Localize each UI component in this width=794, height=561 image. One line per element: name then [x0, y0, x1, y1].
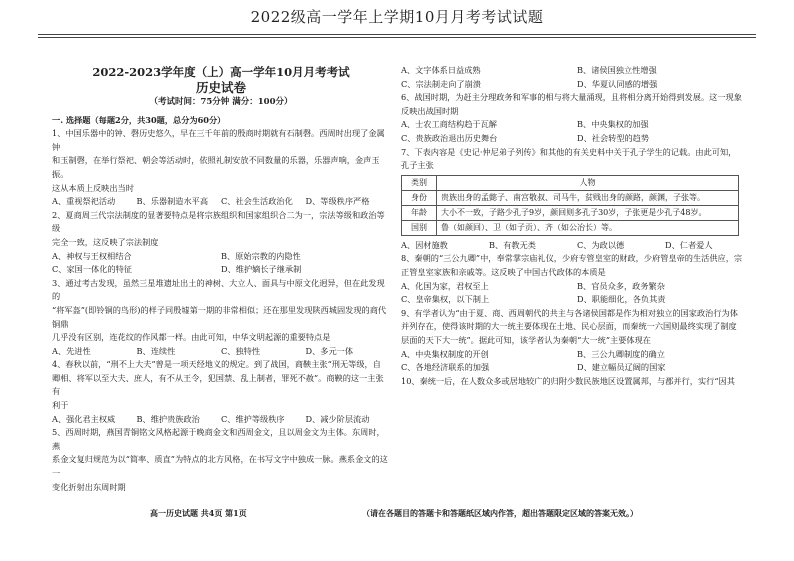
question-6: 6、战国时期，为赶主分理政务和军事的相与将大量涌现，且将相分离开始得到发展。这一现象 反映出战国时期: [401, 92, 742, 116]
table-cell: 鲁（如颜回）、卫（如子贡）、齐（如公冶长）等。: [437, 220, 739, 235]
option: B、乐器制造水平高: [136, 196, 209, 207]
option: B、中央集权的加强: [577, 119, 649, 130]
question-9-options: [401, 348, 753, 375]
option: A、士农工商结构趋于瓦解: [401, 119, 497, 130]
option: D、华夏认同感的增强: [577, 78, 658, 89]
table-header-cell: 类别: [402, 175, 437, 190]
option: A、先进性: [52, 345, 91, 356]
question-8-options: [401, 280, 753, 307]
option: B、诸侯国独立性增强: [577, 65, 657, 75]
student-info-table: [401, 175, 739, 236]
option: C、维护等级秩序: [221, 413, 285, 424]
option: D、减少阶层流动: [305, 413, 370, 424]
question-1-options: [52, 195, 390, 209]
table-cell: 大小不一致，子路少孔子9岁，颜回则多孔子30岁，子张更是少孔子48岁。: [437, 205, 739, 220]
option: D、建立幅员辽阔的国家: [577, 362, 666, 373]
question-6-options: [401, 118, 753, 145]
table-row: [402, 190, 739, 205]
option: D、等级秩序严格: [305, 196, 370, 207]
option: B、有教无类: [489, 239, 536, 250]
option: B、维护贵族政治: [136, 413, 200, 424]
option: A、化国为家，君权至上: [401, 280, 489, 291]
option: A、神权与王权相结合: [52, 250, 132, 261]
option: C、为政以德: [577, 239, 625, 250]
table-cell: 贵族出身的孟懿子、南宫敬叔、司马牛，贫贱出身的颜路，颜渊，子张等。: [437, 190, 739, 205]
question-7: 7、下表内容是《史记·仲尼弟子列传》和其他的有关史料中关于孔子学生的记载。由此可知， 孔子主张: [401, 146, 737, 171]
footer-notice: （请在各题目的答题卡和答题纸区域内作答，超出答题限定区域的答案无效。）: [362, 508, 638, 518]
option: D、社会转型的趋势: [577, 132, 650, 143]
table-cell: 国别: [402, 220, 437, 235]
question-9: 9、有学者认为“由于夏、商、西周朝代的共主与各诸侯国都是作为相对独立的国家政治行为体 并列存在，使得该时期的大一统主要体现在土地、民心层面，而秦统一六国则最终实现了制度 层面的天下大一统”。据此可知，该学者认为秦朝“大一统”主要体现在: [401, 307, 738, 345]
question-3-options: [52, 345, 390, 359]
question-8: 8、秦朝的“三公九卿”中，奉常掌宗庙礼仪，少府专管皇室的财政，少府管皇帝的生活供应，宗 正管皇室家族和亲戚等。这反映了中国古代政体的本质是: [401, 253, 743, 277]
option: C、独特性: [221, 345, 261, 356]
option: D、多元一体: [305, 345, 354, 356]
option: B、三公九卿制度的确立: [577, 348, 665, 359]
option: B、连续性: [136, 345, 176, 356]
question-7-options: [401, 239, 753, 253]
question-4: 4、春秋以前，“刑不上大夫”曾是一项天经地义的规定。到了战国，商鞅主张“刑无等级，自 卿相、将军以至大夫、庶人，有不从王令，犯国禁、乱上制者，罪死不赦”。商鞅的这一主张有 利于: [52, 359, 384, 411]
option: D、维护嫡长子继承制: [221, 264, 302, 275]
exam-info: （考试时间：75分钟 满分：100分）: [149, 97, 293, 107]
question-5: 5、西周时期，燕国青铜铭文风格起源于晚商金文和西周金文，且以周金文为主体。东周时，燕 系金文复归规范为以“简率、质直”为特点的北方风格，在书写文字中独成一脉。燕系金文的这一 变化折射出东周时期: [52, 427, 388, 492]
table-cell: 身份: [402, 190, 437, 205]
option: C、皇帝集权，以下制上: [401, 294, 490, 305]
header-rule-2: [38, 37, 756, 38]
option: A、中央集权制度的开创: [401, 348, 489, 359]
page-header: 2022级高一学年上学期10月月考考试试题: [250, 8, 544, 26]
header-rule: [38, 34, 756, 35]
option: A、重视祭祀活动: [52, 196, 116, 207]
option: B、官员众多，政务繁杂: [577, 280, 665, 291]
table-row: [402, 220, 739, 235]
question-1: 1、中国乐器中的钟、磬历史悠久，早在三千年前的殷商时期就有石制磬。西周时出现了金属钟 和玉制磬，在举行祭祀、朝会等活动时，依照礼制安放不同数量的乐器，乐器声响，金声玉振。 这从本质上反映出当时: [52, 128, 385, 193]
option: C、各地经济联系的加强: [401, 362, 490, 373]
left-column: [52, 64, 390, 494]
question-2: 2、夏商周三代宗法制度的显著要特点是将宗族组织和国家组织合二为一，宗法等级和政治等级 完全一致，这反映了宗法制度: [52, 209, 385, 247]
table-header-row: [402, 175, 739, 190]
question-5-options: [401, 64, 753, 91]
table-row: [402, 205, 739, 220]
footer-page-info: 高一历史试题 共4页 第1页: [150, 508, 247, 518]
exam-title: 2022-2023学年度（上）高一学年10月月考考试: [92, 65, 350, 79]
option: A、因材施教: [401, 239, 448, 250]
option: B、原始宗教的内隐性: [221, 250, 301, 261]
section-heading: 一. 选择题（每题2分，共30题，总分为60分）: [52, 114, 226, 125]
question-3: 3、通过考古发现，虽然三星堆遗址出土的神树、大立人、面具与中原文化迥异，但在此发现的 “将军盔”(即铃铜的鸟形)的样子同殷墟第一期的非常相似；还在那里发现陕西城固发现的商代铜鼎 几乎没有区别，连花纹的作风都一样。由此可知，中华文明起源的重要特点是: [52, 277, 387, 343]
option: C、社会生活政治化: [221, 196, 293, 207]
option: C、宗法制走向了崩溃: [401, 78, 481, 89]
table-cell: 年龄: [402, 205, 437, 220]
option: D、仁者爱人: [665, 239, 713, 250]
table-header-cell: 人物: [437, 175, 739, 190]
exam-subject: 历史试卷: [195, 80, 246, 95]
right-column: [401, 64, 753, 388]
option: D、职能细化，各负其责: [577, 294, 666, 305]
question-2-options: [52, 250, 390, 277]
question-4-options: [52, 413, 390, 427]
option: C、家国一体化的特征: [52, 264, 132, 275]
option: C、贵族政治退出历史舞台: [401, 132, 498, 143]
question-10: 10、秦统一后，在人数众多或居地较广的归附少数民族地区设置属邦，与郡并行，实行“因其: [401, 375, 735, 386]
option: A、文字体系日益成熟: [401, 65, 481, 75]
option: A、强化君主权威: [52, 413, 116, 424]
